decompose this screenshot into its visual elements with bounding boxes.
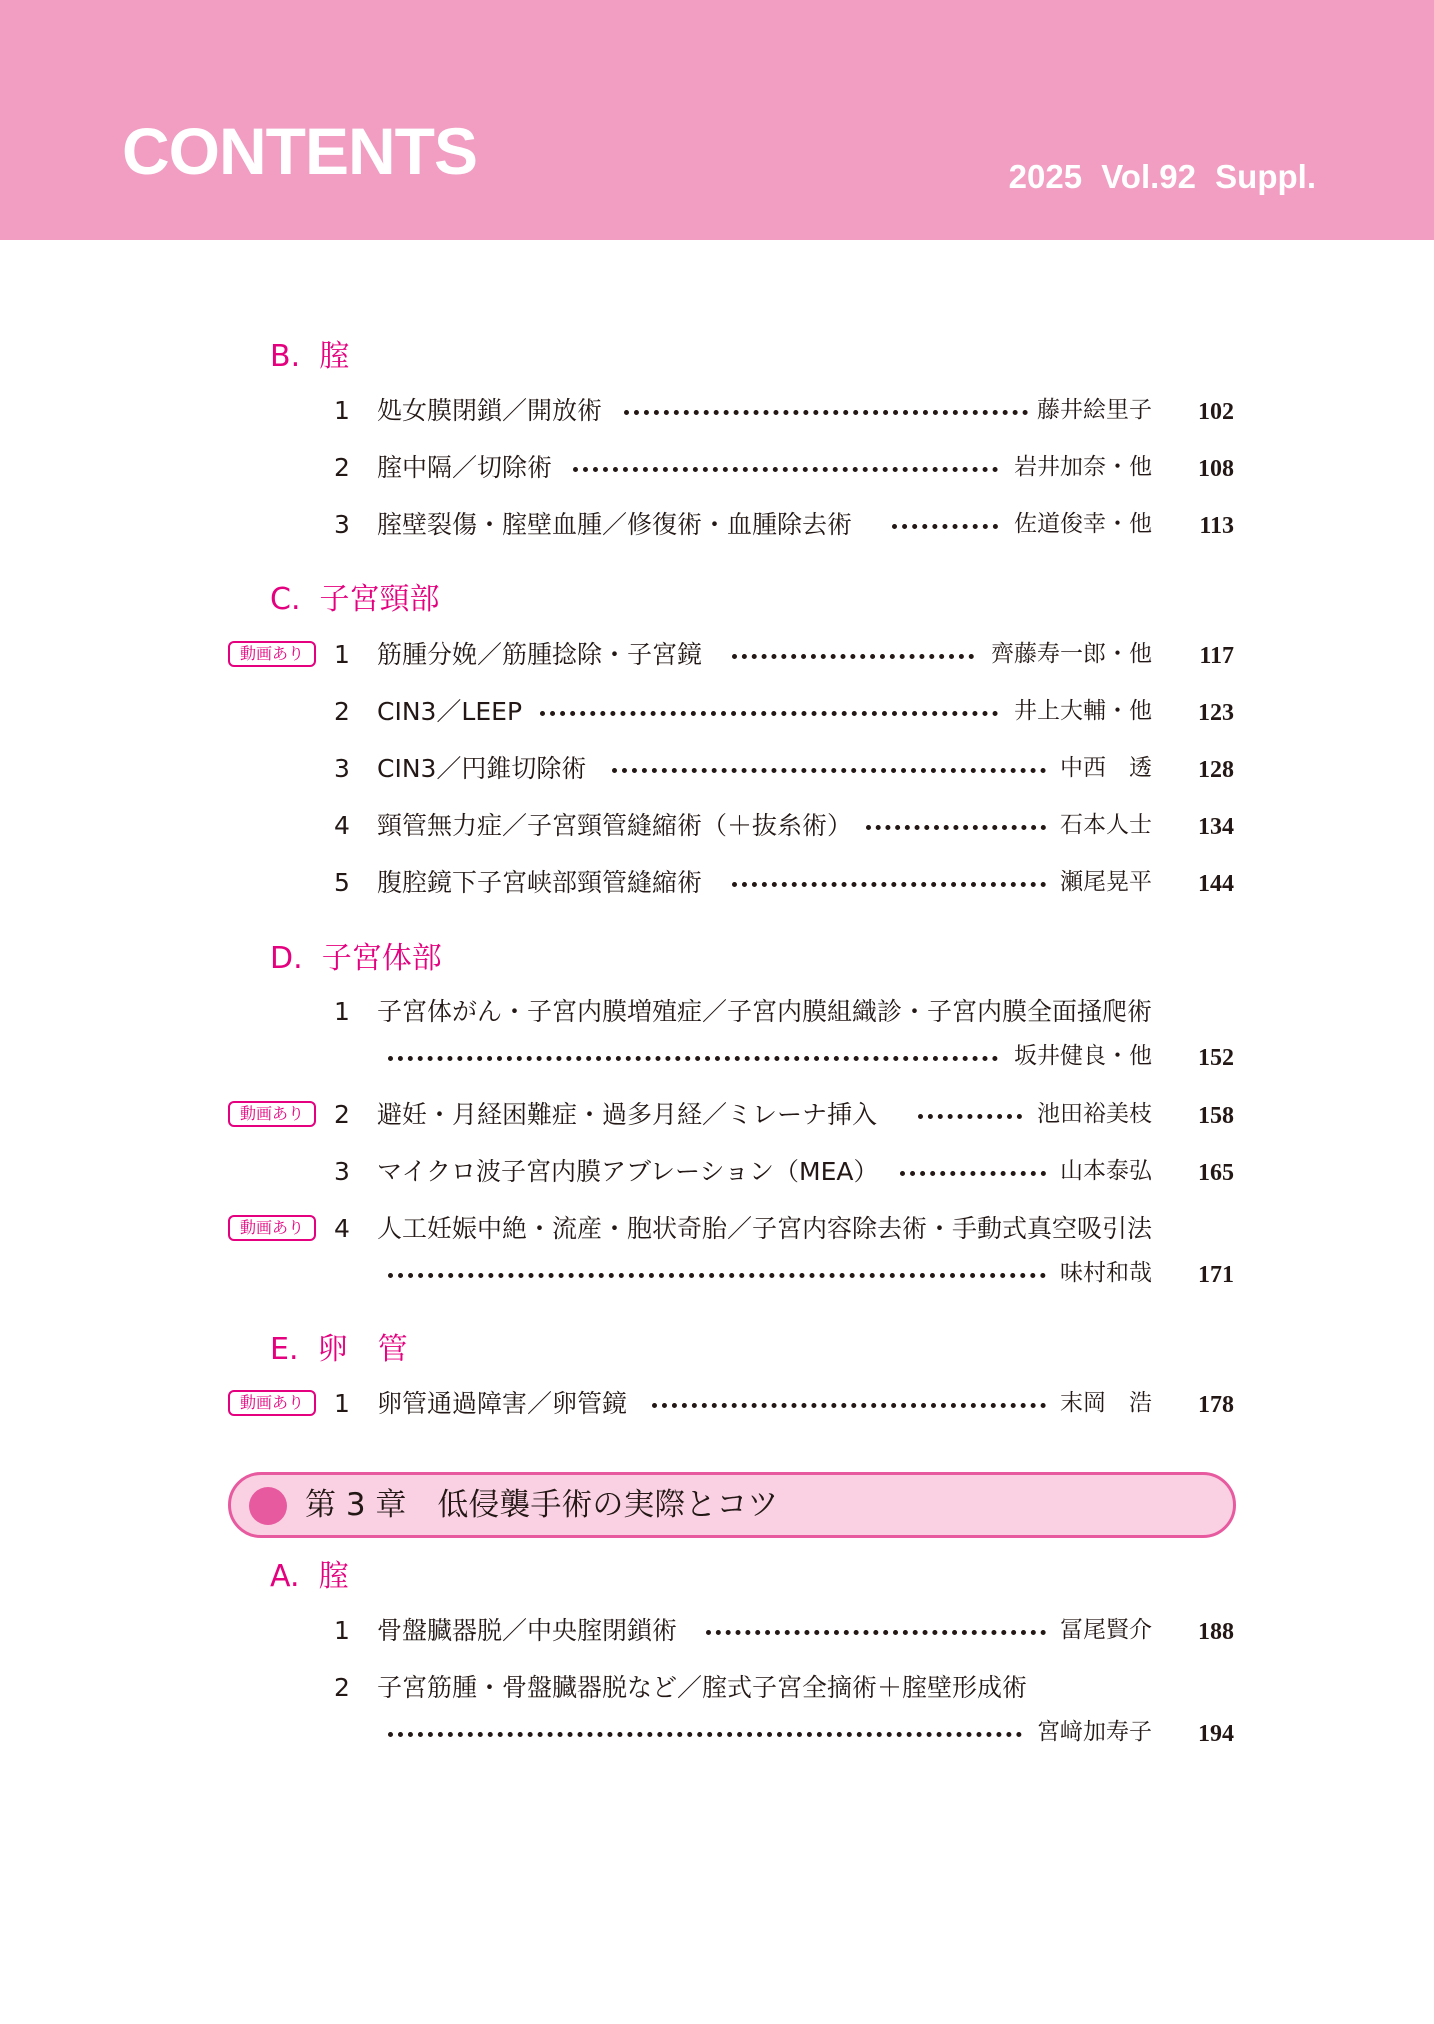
entry-number: 2 — [334, 697, 350, 726]
entry-title: 人工妊娠中絶・流産・胞状奇胎／子宮内容除去術・手動式真空吸引法 — [377, 1214, 1153, 1243]
bullet-circle-icon — [249, 1487, 287, 1525]
leader-dots — [612, 768, 1046, 773]
entry-title: 骨盤臓器脱／中央腟閉鎖術 — [377, 1616, 678, 1645]
entry-author: 瀬尾晃平 — [1060, 869, 1152, 895]
entry-title: マイクロ波子宮内膜アブレーション（MEA） — [377, 1157, 879, 1186]
leader-dots — [388, 1056, 998, 1061]
section-heading-e: E. 卵 管 — [270, 1332, 408, 1367]
entry-number: 1 — [334, 1616, 350, 1645]
entry-author: 池田裕美枝 — [1037, 1101, 1152, 1127]
entry-number: 2 — [334, 1673, 350, 1702]
volume-label: 2025 Vol.92 Suppl. — [1008, 158, 1316, 195]
entry-page: 188 — [1198, 1619, 1234, 1645]
entry-title: CIN3／円錐切除術 — [377, 754, 587, 783]
entry-number: 5 — [334, 868, 350, 897]
leader-dots — [624, 410, 1028, 415]
entry-page: 123 — [1198, 700, 1234, 726]
entry-number: 3 — [334, 1157, 350, 1186]
entry-author: 山本泰弘 — [1060, 1158, 1152, 1184]
video-badge: 動画あり — [228, 1215, 316, 1241]
entry-page: 152 — [1198, 1045, 1234, 1071]
leader-dots — [900, 1171, 1046, 1176]
entry-title: 子宮体がん・子宮内膜増殖症／子宮内膜組織診・子宮内膜全面掻爬術 — [377, 997, 1153, 1026]
entry-title: 処女膜閉鎖／開放術 — [377, 396, 603, 425]
header-banner — [0, 0, 1434, 240]
entry-page: 194 — [1198, 1721, 1234, 1747]
entry-page: 134 — [1198, 814, 1234, 840]
leader-dots — [892, 524, 998, 529]
video-badge: 動画あり — [228, 1390, 316, 1416]
entry-author: 齊藤寿一郎・他 — [991, 641, 1152, 667]
entry-author: 味村和哉 — [1060, 1260, 1152, 1286]
video-badge: 動画あり — [228, 1101, 316, 1127]
entry-page: 113 — [1199, 513, 1234, 539]
entry-page: 128 — [1198, 757, 1234, 783]
entry-title: 筋腫分娩／筋腫捻除・子宮鏡 — [377, 640, 703, 669]
entry-page: 171 — [1198, 1262, 1234, 1288]
section-heading-c: C. 子宮頸部 — [270, 582, 440, 617]
entry-page: 102 — [1198, 399, 1234, 425]
section-heading-d: D. 子宮体部 — [270, 941, 442, 976]
leader-dots — [652, 1403, 1046, 1408]
entry-page: 178 — [1198, 1392, 1234, 1418]
entry-author: 藤井絵里子 — [1037, 397, 1152, 423]
leader-dots — [732, 882, 1046, 887]
entry-author: 坂井健良・他 — [1014, 1043, 1152, 1069]
entry-number: 1 — [334, 997, 350, 1026]
entry-author: 石本人士 — [1060, 812, 1152, 838]
entry-author: 佐道俊幸・他 — [1014, 511, 1152, 537]
entry-page: 117 — [1199, 643, 1234, 669]
entry-page: 144 — [1198, 871, 1234, 897]
entry-number: 2 — [334, 453, 350, 482]
entry-author: 宮﨑加寿子 — [1037, 1719, 1152, 1745]
entry-author: 末岡 浩 — [1060, 1390, 1152, 1416]
entry-title: 子宮筋腫・骨盤臓器脱など／腟式子宮全摘術＋腟壁形成術 — [377, 1673, 1028, 1702]
entry-author: 岩井加奈・他 — [1014, 454, 1152, 480]
leader-dots — [388, 1732, 1022, 1737]
entry-page: 158 — [1198, 1103, 1234, 1129]
entry-author: 井上大輔・他 — [1014, 698, 1152, 724]
entry-title: 腟壁裂傷・腟壁血腫／修復術・血腫除去術 — [377, 510, 853, 539]
entry-author: 中西 透 — [1060, 755, 1152, 781]
leader-dots — [918, 1114, 1022, 1119]
entry-title: 卵管通過障害／卵管鏡 — [377, 1389, 628, 1418]
entry-number: 1 — [334, 396, 350, 425]
chapter-title: 第 3 章 低侵襲手術の実際とコツ — [305, 1487, 779, 1523]
entry-title: 腟中隔／切除術 — [377, 453, 553, 482]
entry-number: 4 — [334, 811, 350, 840]
entry-title: 頸管無力症／子宮頸管縫縮術（＋抜糸術） — [377, 811, 853, 840]
entry-title: CIN3／LEEP — [377, 697, 523, 726]
entry-number: 3 — [334, 510, 350, 539]
entry-title: 避妊・月経困難症・過多月経／ミレーナ挿入 — [377, 1100, 878, 1129]
entry-number: 3 — [334, 754, 350, 783]
entry-number: 1 — [334, 640, 350, 669]
section-heading-a: A. 腟 — [270, 1559, 349, 1594]
entry-title: 腹腔鏡下子宮峡部頸管縫縮術 — [377, 868, 703, 897]
leader-dots — [540, 711, 998, 716]
page-title: CONTENTS — [122, 114, 477, 188]
section-heading-b: B. 腟 — [270, 339, 350, 374]
leader-dots — [706, 1630, 1046, 1635]
entry-author: 冨尾賢介 — [1060, 1617, 1152, 1643]
entry-number: 2 — [334, 1100, 350, 1129]
entry-page: 108 — [1198, 456, 1234, 482]
entry-number: 1 — [334, 1389, 350, 1418]
video-badge: 動画あり — [228, 641, 316, 667]
leader-dots — [388, 1273, 1046, 1278]
entry-page: 165 — [1198, 1160, 1234, 1186]
leader-dots — [866, 825, 1046, 830]
leader-dots — [573, 467, 998, 472]
leader-dots — [732, 654, 974, 659]
entry-number: 4 — [334, 1214, 350, 1243]
chapter-banner — [228, 1472, 1236, 1538]
